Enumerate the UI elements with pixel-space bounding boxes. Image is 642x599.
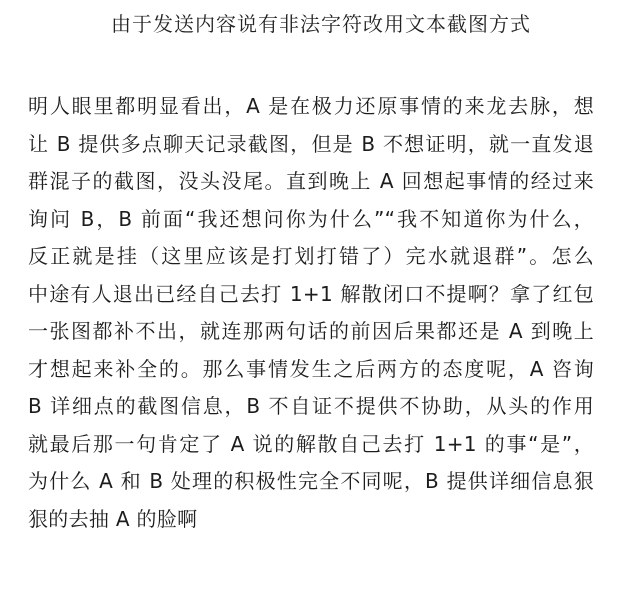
body-line: 一张图都补不出，就连那两句话的前因后果都还是 A 到晚上 bbox=[28, 319, 594, 343]
body-line: 询问 B，B 前面“我还想问你为什么”“我不知道你为什么， bbox=[28, 206, 594, 231]
body-line: 让 B 提供多点聊天记录截图，但是 B 不想证明，就一直发退 bbox=[28, 131, 594, 156]
body-line: 就最后那一句肯定了 A 说的解散自己去打 1+1 的事“是”， bbox=[28, 431, 594, 456]
body-line: 为什么 A 和 B 处理的积极性完全不同呢，B 提供详细信息狠 bbox=[28, 469, 594, 493]
body-line: 中途有人退出已经自己去打 1+1 解散闭口不提啊？拿了红包 bbox=[28, 281, 594, 306]
body-line: 反正就是挂（这里应该是打划打错了）完水就退群”。怎么 bbox=[28, 244, 594, 268]
body-line: 才想起来补全的。那么事情发生之后两方的态度呢，A 咨询 bbox=[28, 356, 594, 381]
document-body bbox=[28, 88, 594, 538]
body-line: 狠的去抽 A 的脸啊 bbox=[28, 506, 198, 531]
body-line: B 详细点的截图信息，B 不自证不提供不协助，从头的作用 bbox=[28, 394, 594, 418]
body-line: 明人眼里都明显看出，A 是在极力还原事情的来龙去脉，想 bbox=[28, 94, 594, 118]
body-line: 群混子的截图，没头没尾。直到晚上 A 回想起事情的经过来 bbox=[28, 169, 594, 193]
document-title: 由于发送内容说有非法字符改用文本截图方式 bbox=[111, 12, 531, 36]
